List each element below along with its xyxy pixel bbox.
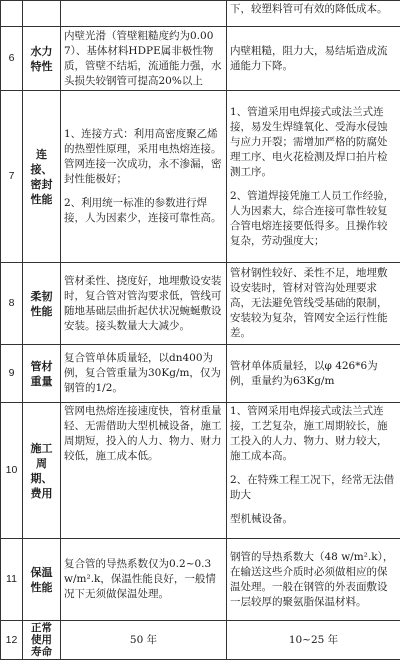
row-label: 柔韧性能 [23, 263, 61, 345]
composite-pipe-cell: 内壁光滑（管壁粗糙度约为0.007）、基体材料HDPE属非极性物质，管壁不结垢，流通能力强，水头损失较钢管可提高20%以上 [61, 27, 227, 91]
table-row [1, 263, 400, 345]
composite-pipe-cell [61, 91, 227, 263]
steel-pipe-cell: 钢管的导热系数大（48 w/m².k），在输送这些介质时必须做相应的保温处理。一般在钢管的外表面敷设一层较厚的聚氨脂保温材料。 [227, 539, 400, 621]
cell-paragraph: 1、连接方式：利用高密度聚乙烯的热塑性原理，采用电热熔连接。管网连接一次成功，永不渗漏，密封性能极好； [64, 127, 223, 187]
steel-pipe-cell [227, 91, 400, 263]
cell-paragraph: 1、管网采用电焊接式或法兰式连接，工艺复杂，施工周期较长，施工投入的人力、物力、财力较大，施工成本高。 [230, 404, 397, 464]
composite-pipe-cell: 50 年 [61, 621, 227, 660]
table-row [1, 1, 400, 27]
composite-pipe-cell: 管材柔性、挠度好，地埋敷设安装时，复合管对管沟要求低，管线可随地基础层曲折起伏状况蜿蜒敷设安装。接头数量大大减少。 [61, 263, 227, 345]
row-number: 11 [1, 539, 23, 621]
steel-pipe-cell: 管材钢性较好、柔性不足，地埋敷设安装时，管材对管沟处理要求高，无法避免管线受基础的限制，安装较为复杂，管网安全运行性能差。 [227, 263, 400, 345]
cell-paragraph: 1、管道采用电焊接式或法兰式连接，易发生焊缝氧化、受海水侵蚀与应力开裂；需增加严格的防腐处理工序、电火花检测及焊口拍片检测工序。 [230, 105, 397, 180]
table-row [1, 403, 400, 539]
cell-paragraph: 2、利用统一标准的参数进行焊接，人为因素少，连接可靠性高。 [64, 196, 223, 226]
table-row [1, 27, 400, 91]
steel-pipe-cell: 管材单体质量轻，以φ 426*6为例，重量约为63Kg/m [227, 345, 400, 403]
cell-paragraph: 2、在特殊工程工况下，经常无法借助大 [230, 473, 397, 503]
steel-pipe-cell: 内壁粗糙，阻力大，易结垢造成流通能力下降。 [227, 27, 400, 91]
row-label: 施工周期、费用 [23, 403, 61, 539]
row-number: 10 [1, 403, 23, 539]
row-label: 正常使用寿命 [23, 621, 61, 660]
cell-paragraph: 2、管道焊接凭施工人员工作经验，人为因素大，综合连接可靠性较复合管电熔连接要低得多。且操作较复杂，劳动强度大； [230, 189, 397, 249]
table-row [1, 91, 400, 263]
steel-pipe-cell [227, 403, 400, 539]
row-label: 保温性能 [23, 539, 61, 621]
row-number: 12 [1, 621, 23, 660]
row-number: 7 [1, 91, 23, 263]
row-number: 9 [1, 345, 23, 403]
row-label [23, 1, 61, 27]
composite-pipe-cell: 管网电热熔连接速度快，管材重量轻、无需借助大型机械设备，施工周期短，投入的人力、物力、财力较低，施工成本低。 [61, 403, 227, 539]
row-number: 6 [1, 27, 23, 91]
steel-pipe-cell: 下，较塑料管可有效的降低成本。 [227, 1, 400, 27]
row-number: 8 [1, 263, 23, 345]
cell-paragraph: 型机械设备。 [230, 512, 397, 527]
composite-pipe-cell: 复合管的导热系数仅为0.2~0.3 w/m².k，保温性能良好，一般情况下无须做保温处理。 [61, 539, 227, 621]
row-label: 连接、密封性能 [23, 91, 61, 263]
table-row [1, 621, 400, 660]
steel-pipe-cell: 10~25 年 [227, 621, 400, 660]
row-label: 水力特性 [23, 27, 61, 91]
row-number [1, 1, 23, 27]
composite-pipe-cell: 复合管单体质量轻，以dn400为例，复合管重量为30Kg/m，仅为钢管的1/2。 [61, 345, 227, 403]
row-label: 管材重量 [23, 345, 61, 403]
table-row [1, 345, 400, 403]
table-row [1, 539, 400, 621]
composite-pipe-cell [61, 1, 227, 27]
